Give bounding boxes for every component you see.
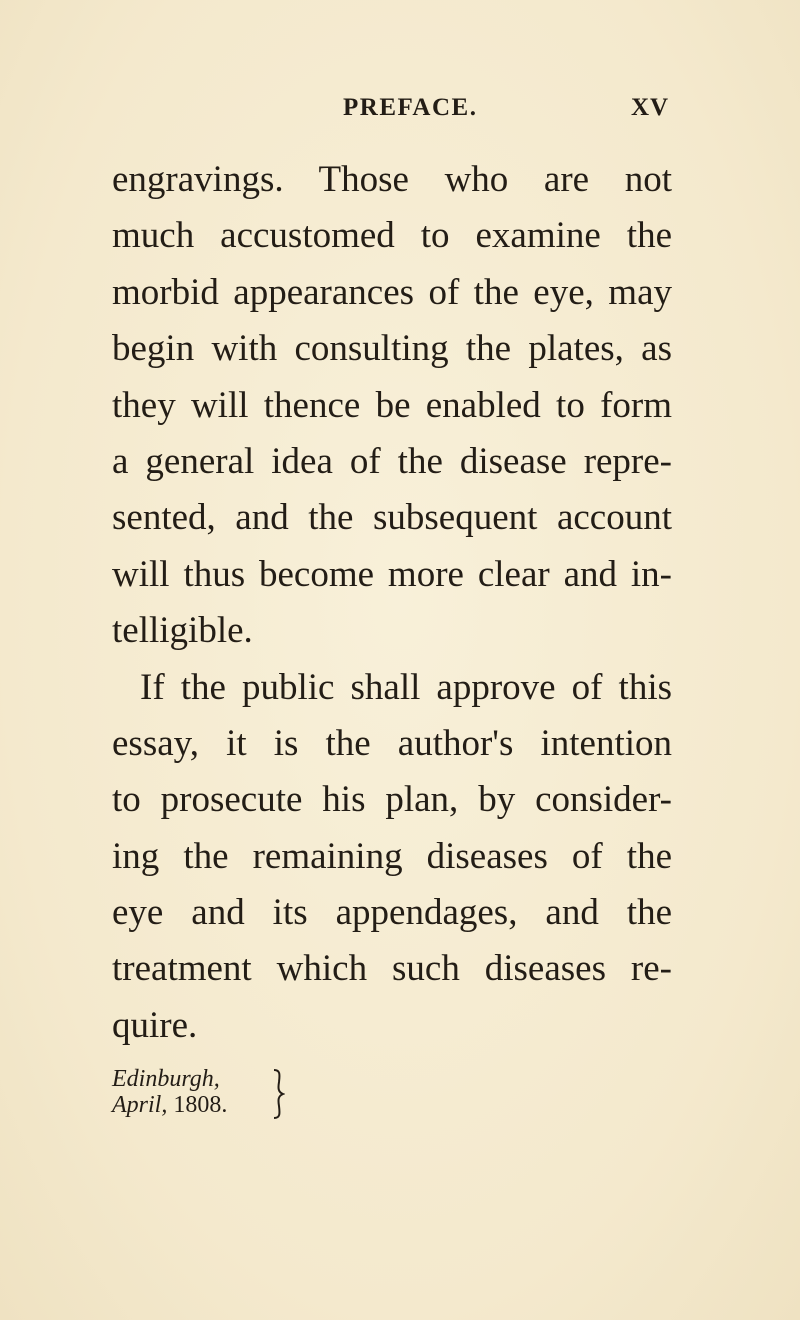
- text-line: eye and its appendages, and the: [112, 892, 672, 934]
- text-line: If the public shall approve of this: [140, 666, 672, 708]
- text-line: will thus become more clear and in-: [112, 553, 672, 595]
- text-line: treatment which such diseases re-: [112, 948, 672, 990]
- text-line: essay, it is the author's intention: [112, 722, 672, 764]
- text-line: begin with consulting the plates, as: [112, 328, 672, 370]
- sign-off-line-1: [112, 1066, 227, 1092]
- text-line: sented, and the subsequent account: [112, 497, 672, 539]
- text-line: ing the remaining diseases of the: [112, 835, 672, 877]
- curly-brace-icon: [271, 1068, 285, 1120]
- text-line: engravings. Those who are not: [112, 159, 672, 200]
- text-line: to prosecute his plan, by consider-: [112, 779, 672, 821]
- running-head: PREFACE.: [343, 94, 478, 121]
- page-header: [0, 88, 800, 128]
- preface-text: [112, 152, 672, 1054]
- text-line: telligible.: [112, 610, 253, 652]
- place-name: Edinburgh,: [112, 1066, 220, 1092]
- text-line: much accustomed to examine the: [112, 215, 672, 257]
- text-line: a general idea of the disease repre-: [112, 440, 672, 482]
- text-line: morbid appearances of the eye, may: [112, 271, 672, 313]
- sign-off: [112, 1066, 227, 1118]
- sign-off-line-2: [112, 1092, 227, 1118]
- month: April,: [112, 1092, 168, 1118]
- page-number: XV: [631, 94, 670, 121]
- year: 1808.: [173, 1092, 228, 1118]
- text-line: they will thence be enabled to form: [112, 384, 672, 426]
- text-line: quire.: [112, 1004, 198, 1046]
